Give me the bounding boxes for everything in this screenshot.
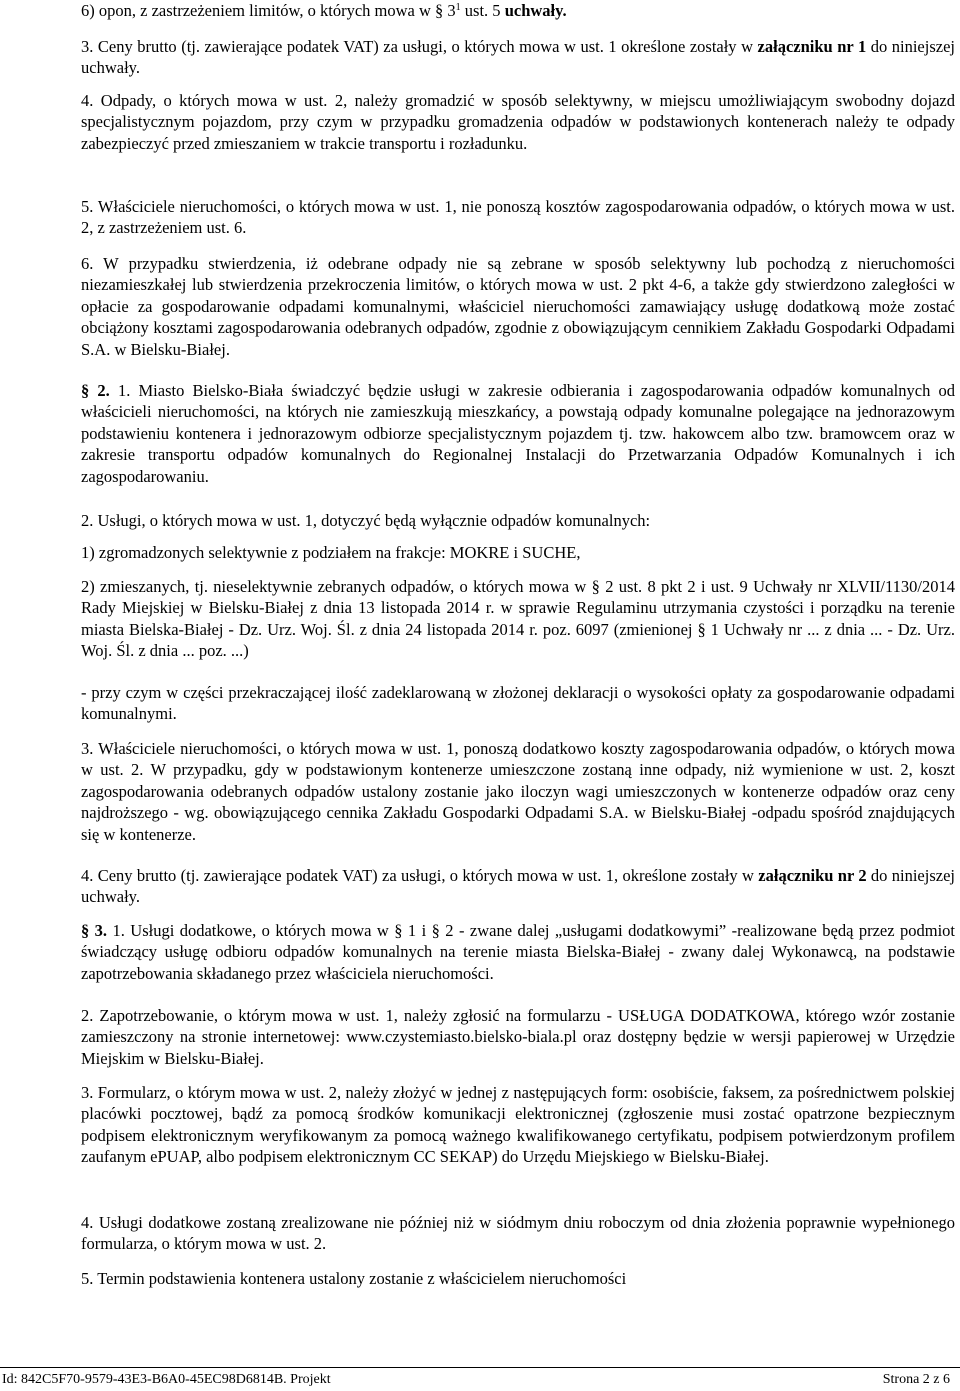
section-2-item-1: 1) zgromadzonych selektywnie z podziałem na frakcje: MOKRE i SUCHE, [81, 543, 581, 562]
item-6-opon [81, 0, 955, 21]
paragraph-1-3 [81, 36, 955, 79]
superscript: 1 [455, 2, 461, 13]
section-2-paragraph-4 [81, 865, 955, 908]
section-3-paragraph-3: 3. Formularz, o którym mowa w ust. 2, należy złożyć w jednej z następujących form: osobiście, faksem, za pośrednictwem polskiej placówki pocztowej, bądź za pomocą środków komunikacji elektronicznej (zgłoszenie musi zostać opatrzone bezpiecznym podpisem elektronicznym weryfikowanym za pomocą ważnego kwalifikowanego certyfikatu, podpisem potwierdzonym profilem zaufanym ePUAP, albo podpisem elektronicznym CC SEKAP) do Urzędu Miejskiego w Bielsku-Białej. [81, 1083, 955, 1167]
footer-page-number: Strona 2 z 6 [882, 1372, 950, 1387]
text-run: ust. 5 [460, 1, 505, 20]
bold-text: załączniku nr 2 [758, 866, 867, 885]
section-3-paragraph-1 [81, 920, 955, 984]
text-run: 4. Ceny brutto (tj. zawierające podatek VAT) za usługi, o których mowa w ust. 1, określone zostały w [81, 866, 759, 885]
section-2-paragraph-1 [81, 380, 955, 487]
text-run: 1. Miasto Bielsko-Biała świadczyć będzie usługi w zakresie odbierania i zagospodarowania odpadów komunalnych od właścicieli nieruchomości, na których nie zamieszkują mieszkańcy, a powstają odpady komunalne polegające na jednorazowym podstawieniu kontenera i jednorazowym odbiorze specjalistycznym pojazdem tj. tzw. hakowcem albo tzw. bramowcem oraz w zakresie transportu odpadów komunalnych do Regionalnej Instalacji do Przetwarzania Odpadów Komunalnych i ich zagospodarowaniu. [81, 381, 955, 486]
footer-document-id: Id: 842C5F70-9579-43E3-B6A0-45EC98D6814B. Projekt [2, 1372, 331, 1387]
section-2-paragraph-2: 2. Usługi, o których mowa w ust. 1, dotyczyć będą wyłącznie odpadów komunalnych: [81, 511, 651, 530]
text-run: 3. Ceny brutto (tj. zawierające podatek VAT) za usługi, o których mowa w ust. 1 określone zostały w [81, 37, 758, 56]
section-label: § 2. [81, 381, 110, 400]
text-run: 6) opon, z zastrzeżeniem limitów, o których mowa w § 3 [81, 1, 456, 20]
bold-text: uchwały. [504, 1, 567, 20]
paragraph-1-6: 6. W przypadku stwierdzenia, iż odebrane odpady nie są zebrane w sposób selektywny lub pochodzą z nieruchomości niezamieszkałej lub stwierdzenia przekroczenia limitów, o których mowa w ust. 2 pkt 4-6, a także gdy stwierdzono zaległości w opłacie za gospodarowanie odpadami komunalnymi, właściciel nieruchomości zamawiający usługę dodatkową może zostać obciążony kosztami zagospodarowania odebranych odpadów, zgodnie z obowiązującym cennikiem Zakładu Gospodarki Odpadami S.A. w Bielsku-Białej. [81, 254, 955, 359]
section-3-paragraph-5: 5. Termin podstawienia kontenera ustalony zostanie z właścicielem nieruchomości [81, 1269, 627, 1288]
paragraph-1-5: 5. Właściciele nieruchomości, o których mowa w ust. 1, nie ponoszą kosztów zagospodarowania odpadów, o których mowa w ust. 2, z zastrzeżeniem ust. 6. [81, 197, 955, 238]
section-2-paragraph-3: 3. Właściciele nieruchomości, o których mowa w ust. 1, ponoszą dodatkowo koszty zagospodarowania odpadów, o których mowa w ust. 2. W przypadku, gdy w podstawionym kontenerze umieszczone zostaną inne odpady, niż wymienione w ust. 2, koszt zagospodarowania odebranych odpadów ustalony zostanie jako iloczyn wagi umieszczonych w kontenerze odpadów oraz ceny najdroższego - wg. obowiązującego cennika Zakładu Gospodarki Odpadami S.A. w Bielsku-Białej -odpadu spośród znajdujących się w kontenerze. [81, 739, 955, 844]
section-2-item-2: 2) zmieszanych, tj. nieselektywnie zebranych odpadów, o których mowa w § 2 ust. 8 pkt 2 i ust. 9 Uchwały nr XLVII/1130/2014 Rady Miejskiej w Bielsku-Białej z dnia 13 listopada 2014 r. w sprawie Regulaminu utrzymania czystości i porządku na terenie miasta Bielska-Białej - Dz. Urz. Woj. Śl. z dnia 24 listopada 2014 r. poz. 6097 (zmienionej § 1 Uchwały nr ... z dnia ... - Dz. Urz. Woj. Śl. z dnia ... poz. ...) [81, 577, 955, 661]
section-3-paragraph-4: 4. Usługi dodatkowe zostaną zrealizowane nie później niż w siódmym dniu roboczym od dnia złożenia poprawnie wypełnionego formularza, o którym mowa w ust. 2. [81, 1213, 955, 1254]
footer-divider [0, 1367, 960, 1368]
section-2-dash-note: - przy czym w części przekraczającej ilość zadeklarowaną w złożonej deklaracji o wysokości opłaty za gospodarowanie odpadami komunalnymi. [81, 683, 955, 724]
text-run: 1. Usługi dodatkowe, o których mowa w § 1 i § 2 - zwane dalej „usługami dodatkowymi” -realizowane będą przez podmiot świadczący usługę odbioru odpadów komunalnych na terenie miasta Bielska-Białej - zwany dalej Wykonawcą, na podstawie zapotrzebowania składanego przez właściciela nieruchomości. [81, 921, 955, 983]
bold-text: załączniku nr 1 [757, 37, 867, 56]
text-run: do niniejszej uchwały. [81, 37, 955, 78]
section-label: § 3. [81, 921, 108, 940]
paragraph-1-4: 4. Odpady, o których mowa w ust. 2, należy gromadzić w sposób selektywny, w miejscu umożliwiającym swobodny dojazd specjalistycznym pojazdom, przy czym w przypadku gromadzenia odpadów w podstawionych kontenerach należy te odpady zabezpieczyć przed zmieszaniem w trakcie transportu i rozładunku. [81, 91, 955, 153]
section-3-paragraph-2: 2. Zapotrzebowanie, o którym mowa w ust. 1, należy zgłosić na formularzu - USŁUGA DODATKOWA, którego wzór zostanie zamieszczony na stronie internetowej: www.czystemiasto.bielsko-biala.pl oraz dostępny będzie w wersji papierowej w Urzędzie Miejskim w Bielsku-Białej. [81, 1006, 955, 1068]
text-run: do niniejszej uchwały. [81, 866, 955, 907]
